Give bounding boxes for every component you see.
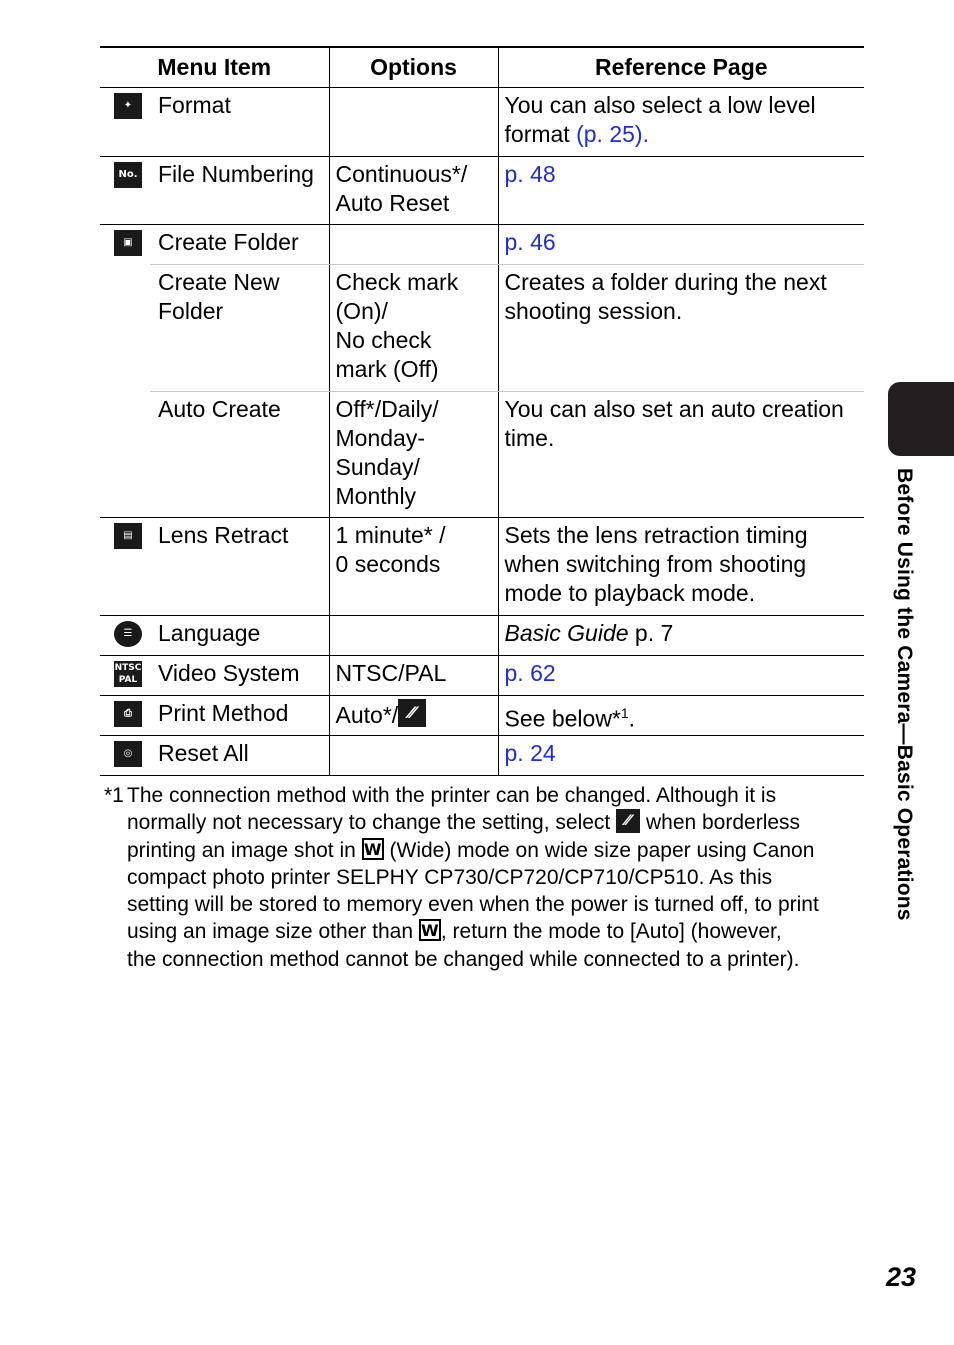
reference-auto-create: You can also set an auto creation time. bbox=[498, 392, 864, 518]
menu-item-file-numbering: File Numbering bbox=[150, 157, 329, 225]
chapter-tab bbox=[888, 382, 954, 456]
options-language bbox=[329, 616, 498, 656]
print-method-icon: ⎙ bbox=[114, 701, 142, 727]
table-row-video-system bbox=[100, 656, 864, 696]
menu-item-reset-all: Reset All bbox=[150, 736, 329, 776]
menu-item-video-system: Video System bbox=[150, 656, 329, 696]
menu-item-auto-create: Auto Create bbox=[150, 392, 329, 518]
menu-item-lens-retract: Lens Retract bbox=[150, 518, 329, 616]
header-reference-page: Reference Page bbox=[498, 47, 864, 88]
reference-create-new-folder: Creates a folder during the next shooting session. bbox=[498, 265, 864, 392]
table-header-row bbox=[100, 47, 864, 88]
menu-item-language: Language bbox=[150, 616, 329, 656]
header-menu-item: Menu Item bbox=[100, 47, 329, 88]
menu-item-create-folder: Create Folder bbox=[150, 225, 329, 265]
menu-item-create-new-folder: Create New Folder bbox=[150, 265, 329, 392]
table-row-auto-create bbox=[100, 392, 864, 518]
reference-reset-all bbox=[498, 736, 864, 776]
borderless-print-icon: ⁄⁄ bbox=[616, 809, 640, 833]
page-number: 23 bbox=[885, 1262, 916, 1292]
footnote bbox=[104, 782, 864, 973]
table-row-create-new-folder bbox=[100, 265, 864, 392]
table-row-create-folder bbox=[100, 225, 864, 265]
footnote-mark: *1 bbox=[104, 784, 124, 807]
options-format bbox=[329, 88, 498, 157]
reset-all-icon: ◎ bbox=[114, 741, 142, 767]
options-video-system: NTSC/PAL bbox=[329, 656, 498, 696]
reference-create-folder bbox=[498, 225, 864, 265]
format-icon: ✦ bbox=[114, 93, 142, 119]
footnote-text: The connection method with the printer can be changed. Although it is normally not necessary to change the setting, select ⁄⁄ when borderless printing an image shot in W (Wide) mode on wide size paper using Canon compact photo printer SELPHY CP730/CP720/CP710/CP510. As this setting will be stored to memory even when the power is turned off, to print using an image size other than W , return the mode to [Auto] (however, the connection method cannot be changed while connected to a printer). bbox=[127, 784, 819, 971]
menu-item-print-method: Print Method bbox=[150, 696, 329, 736]
header-options: Options bbox=[329, 47, 498, 88]
file-numbering-icon: No. bbox=[114, 162, 142, 188]
link-p24[interactable]: p. 24 bbox=[504, 740, 556, 766]
reference-file-numbering bbox=[498, 157, 864, 225]
options-create-folder bbox=[329, 225, 498, 265]
chapter-side-label: Before Using the Camera—Basic Operations bbox=[893, 468, 916, 921]
options-auto-create: Off*/Daily/ Monday- Sunday/ Monthly bbox=[329, 392, 498, 518]
wide-mode-icon: W bbox=[419, 919, 441, 941]
reference-language: Basic Guide p. 7 bbox=[498, 616, 864, 656]
table-row-reset-all bbox=[100, 736, 864, 776]
reference-lens-retract: Sets the lens retraction timing when switching from shooting mode to playback mode. bbox=[498, 518, 864, 616]
table-row-lens-retract bbox=[100, 518, 864, 616]
link-p46[interactable]: p. 46 bbox=[504, 229, 556, 255]
video-system-icon: NTSC PAL bbox=[114, 663, 142, 685]
options-reset-all bbox=[329, 736, 498, 776]
options-print-method: Auto*/ ⁄⁄ bbox=[329, 696, 498, 736]
options-lens-retract: 1 minute* / 0 seconds bbox=[329, 518, 498, 616]
reference-video-system bbox=[498, 656, 864, 696]
reference-format: You can also select a low level format (p. 25). bbox=[498, 88, 864, 157]
borderless-print-icon: ⁄⁄ bbox=[398, 699, 426, 727]
table-row-language bbox=[100, 616, 864, 656]
table-row-file-numbering bbox=[100, 157, 864, 225]
link-p62[interactable]: p. 62 bbox=[504, 660, 556, 686]
table-row-print-method bbox=[100, 696, 864, 736]
language-icon: ☰ bbox=[114, 621, 142, 647]
menu-item-format: Format bbox=[150, 88, 329, 157]
wide-mode-icon: W bbox=[362, 838, 384, 860]
link-p48[interactable]: p. 48 bbox=[504, 161, 556, 187]
options-file-numbering: Continuous*/ Auto Reset bbox=[329, 157, 498, 225]
create-folder-icon: ▣ bbox=[114, 230, 142, 256]
link-p25[interactable]: (p. 25) bbox=[576, 121, 643, 147]
table-row-format bbox=[100, 88, 864, 157]
reference-print-method: See below*$^1$. bbox=[498, 696, 864, 736]
options-create-new-folder: Check mark (On)/ No check mark (Off) bbox=[329, 265, 498, 392]
settings-table bbox=[100, 46, 864, 776]
lens-retract-icon: ▤ bbox=[114, 523, 142, 549]
